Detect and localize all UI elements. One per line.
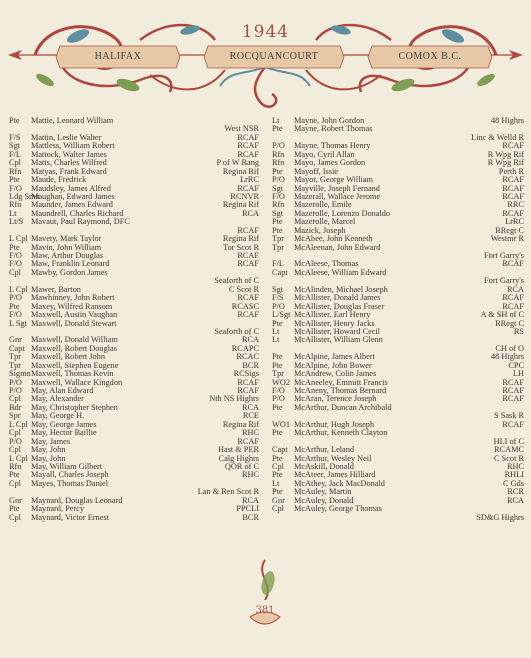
entry-name: McArthur, Hugh Joseph — [294, 419, 375, 429]
entry-unit: RCAF — [237, 183, 259, 193]
roll-entry — [272, 514, 524, 522]
entry-rank: Sgt — [272, 183, 284, 193]
entry-rank: P/O — [272, 394, 285, 404]
entry-rank: F/O — [272, 386, 285, 395]
entry-unit: RCAF — [502, 183, 524, 193]
entry-unit: RCAF — [237, 149, 259, 159]
entry-rank: Tpr — [9, 360, 21, 370]
roll-entry — [9, 514, 259, 522]
entry-unit: RCAF — [502, 377, 524, 387]
entry-name: Maudsley, James Alfred — [31, 183, 111, 193]
entry-name: Maundrell, Charles Richard — [31, 208, 124, 218]
entry-rank: Cpl — [9, 428, 21, 438]
entry-name: Maw, Arthur Douglas — [31, 251, 104, 260]
entry-name: Mawer, Barton — [31, 284, 81, 294]
entry-name: McAllister, Earl Henry — [294, 310, 371, 320]
entry-rank: P/O — [9, 386, 22, 395]
entry-unit: RCA — [506, 495, 524, 505]
entry-unit: RCA — [506, 284, 524, 294]
entry-rank: Pte — [9, 504, 20, 514]
entry-unit: RCASC — [231, 301, 259, 311]
entry-rank: Pte — [272, 166, 283, 176]
entry-name: McArthur, Duncan Archibald — [294, 402, 392, 412]
entry-rank: Pte — [272, 124, 283, 134]
entry-name: McAlpine, James Albert — [294, 352, 375, 362]
entry-unit: SD&G Highrs — [476, 512, 524, 522]
entry-name: McAleese, William Edward — [294, 267, 387, 277]
entry-name: Mavin, John William — [31, 242, 102, 252]
entry-name: May, Alan Edward — [31, 386, 94, 395]
entry-rank: Pte — [9, 116, 20, 125]
entry-name: Mayne, Thomas Henry — [294, 141, 371, 151]
entry-unit: RCAF — [502, 259, 524, 269]
entry-name: May, John — [31, 453, 66, 463]
entry-name: McArthur, Kenneth Clayton — [294, 428, 388, 438]
entry-rank: Rfn — [9, 461, 22, 471]
entry-name: McAuley, Donald — [294, 495, 354, 505]
entry-rank: Cpl — [272, 504, 284, 514]
entry-name: May, James — [31, 436, 71, 446]
entry-rank: F/S — [272, 293, 284, 303]
entry-rank: Pte — [272, 470, 283, 480]
entry-unit: Regina Rif — [222, 419, 259, 429]
entry-unit: RCAF — [502, 419, 524, 429]
entry-rank: Lt — [272, 335, 280, 345]
entry-rank: L Cpl — [9, 419, 28, 429]
entry-name: Maxwell, Stephen Eugene — [31, 360, 119, 370]
entry-unit: 48 Highrs — [491, 352, 524, 362]
entry-name: McAteer, James Hilliard — [294, 470, 376, 480]
entry-unit: RCAF — [237, 293, 259, 303]
entry-rank: Pte — [272, 225, 283, 235]
entry-name: Mazerolle, Lorenzo Donaldo — [294, 208, 391, 218]
entry-unit: RCAF — [502, 394, 524, 404]
entry-unit: PPCLI — [236, 504, 259, 514]
roll-entry — [9, 117, 259, 125]
entry-name: Maxey, Wilfred Ransom — [31, 301, 113, 311]
entry-rank: P/O — [272, 141, 285, 151]
entry-rank: F/S — [9, 132, 21, 142]
entry-name: Maughan, Edward James — [31, 191, 115, 201]
entry-rank: Pte — [9, 301, 20, 311]
entry-name: Maw, Franklin Leonard — [31, 259, 110, 269]
entry-name: May, Christopher Stephen — [31, 402, 118, 412]
entry-rank: Pte — [272, 217, 283, 227]
entry-name: McAuley, Martin — [294, 487, 352, 497]
entry-rank: Capt — [272, 445, 288, 455]
entry-rank: Rfn — [272, 158, 285, 168]
entry-name: Mazerall, Wallace Jerome — [294, 191, 381, 201]
entry-unit: RCE — [242, 411, 259, 421]
entry-rank: Ldg Smn — [9, 191, 40, 201]
entry-name: McAleenan, John Edward — [294, 242, 381, 252]
entry-unit: RCAF — [237, 259, 259, 269]
entry-unit: RCA — [241, 495, 259, 505]
entry-unit: CH of O — [495, 343, 524, 353]
entry-unit: RCAF — [502, 386, 524, 395]
entry-rank: Pte — [272, 453, 283, 463]
roll-entry — [272, 336, 524, 344]
entry-unit: Fort Garry's — [484, 276, 524, 286]
entry-unit: RCAC — [236, 352, 259, 362]
roll-entry — [9, 218, 259, 226]
entry-unit: West NSR — [224, 124, 259, 134]
entry-unit: LrRC — [240, 175, 259, 185]
entry-rank: P/O — [272, 175, 285, 185]
entry-name: Mavety, Mark Taylor — [31, 234, 102, 244]
entry-unit: RCA — [241, 208, 259, 218]
entry-name: Maxwell, Thomas Kevin — [31, 369, 114, 379]
entry-name: May, Alexander — [31, 394, 84, 404]
entry-rank: Capt — [9, 343, 25, 353]
entry-unit: LrRC — [505, 217, 524, 227]
entry-rank: Gnr — [9, 335, 22, 345]
left-name-column — [9, 117, 259, 522]
entry-name: Maxwell, Donald William — [31, 335, 118, 345]
entry-rank: Sgt — [272, 284, 284, 294]
entry-rank: L Cpl — [9, 234, 28, 244]
entry-unit: RRC — [507, 200, 524, 210]
right-name-column — [272, 117, 524, 522]
entry-name: McAllister, Donald James — [294, 293, 381, 303]
entry-unit: C Scot R — [494, 453, 524, 463]
entry-rank: F/O — [9, 310, 22, 320]
entry-unit: Linc & Welld R — [471, 132, 524, 142]
entry-name: Maxwell, Austin Vaughan — [31, 310, 118, 320]
entry-rank: Lt — [272, 478, 280, 488]
year-heading: 1944 — [241, 22, 290, 42]
entry-rank: Cpl — [9, 512, 21, 522]
entry-unit: RCAF — [237, 386, 259, 395]
entry-rank: P/O — [9, 436, 22, 446]
entry-name: McAneeley, Emmitt Francis — [294, 377, 388, 387]
entry-name: Mazerolle, Emile — [294, 200, 352, 210]
entry-unit: R Wpg Rif — [487, 158, 524, 168]
entry-rank: Pte — [9, 175, 20, 185]
entry-name: Mazick, Joseph — [294, 225, 346, 235]
entry-name: May, John — [31, 445, 66, 455]
entry-rank: Pte — [272, 318, 283, 328]
entry-name: May, George James — [31, 419, 97, 429]
entry-rank: L Cpl — [9, 284, 28, 294]
entry-unit: RCAF — [237, 141, 259, 151]
page-number-box — [247, 600, 283, 618]
entry-name: Maunder, James Edward — [31, 200, 113, 210]
entry-rank: Cpl — [9, 394, 21, 404]
entry-name: May, George H. — [31, 411, 85, 421]
entry-name: McAllister, William Glenn — [294, 335, 383, 345]
entry-rank: Pte — [9, 242, 20, 252]
entry-rank: Gnr — [9, 495, 22, 505]
entry-unit: C Gds — [503, 478, 524, 488]
entry-unit: Regina Rif — [222, 234, 259, 244]
entry-name: Mavaut, Paul Raymond, DFC — [31, 217, 130, 227]
entry-name: McAllister, Henry Jacks — [294, 318, 375, 328]
entry-name: Maxwell, Wallace Kingdon — [31, 377, 123, 387]
entry-name: Mayoff, Issie — [294, 166, 339, 176]
entry-unit: Regina Rif — [222, 200, 259, 210]
entry-rank: Rfn — [272, 200, 285, 210]
entry-rank: Rfn — [9, 166, 22, 176]
entry-unit: Seaforth of C — [214, 326, 259, 336]
entry-rank: F/O — [9, 259, 22, 269]
entry-rank: WO2 — [272, 377, 290, 387]
entry-unit: 48 Highrs — [491, 116, 524, 125]
entry-unit: RCR — [507, 487, 524, 497]
entry-rank: L Sgt — [9, 318, 27, 328]
entry-unit: S Sask R — [494, 411, 524, 421]
entry-rank: F/O — [272, 191, 285, 201]
entry-unit: RHC — [506, 461, 524, 471]
entry-unit: RCAF — [237, 132, 259, 142]
place-label-halifax: HALIFAX — [94, 51, 142, 62]
entry-rank: Cpl — [9, 445, 21, 455]
entry-unit: A & SH of C — [480, 310, 524, 320]
entry-unit: RCAF — [237, 225, 259, 235]
entry-name: McAllister, Howard Cecil — [294, 326, 381, 336]
entry-unit: Westmr R — [490, 234, 524, 244]
entry-unit: RRegt C — [495, 318, 524, 328]
entry-rank: Sgt — [9, 141, 21, 151]
entry-name: McArthur, Wesley Neil — [294, 453, 372, 463]
entry-unit: Nth NS Highrs — [209, 394, 259, 404]
entry-name: Mayo, Cyril Allan — [294, 149, 355, 159]
entry-rank: F/L — [9, 149, 21, 159]
entry-name: McAlpine, John Bower — [294, 360, 372, 370]
entry-rank: Lt — [9, 208, 17, 218]
entry-unit: RCAF — [502, 191, 524, 201]
entry-name: Mayor, George William — [294, 175, 373, 185]
entry-unit: RRegt C — [495, 225, 524, 235]
entry-name: Matts, Charles Wilfred — [31, 158, 107, 168]
entry-unit: CPC — [508, 360, 524, 370]
entry-rank: Spr — [9, 411, 21, 421]
entry-name: May, William Gilbert — [31, 461, 103, 471]
entry-rank: Pte — [272, 428, 283, 438]
entry-rank: F/O — [9, 251, 22, 260]
entry-name: Maynard, Victor Ernest — [31, 512, 109, 522]
entry-rank: P/O — [9, 377, 22, 387]
entry-name: Mazerolle, Marcel — [294, 217, 356, 227]
entry-unit: Perth R — [498, 166, 524, 176]
entry-name: McAneny, Thomas Bernard — [294, 386, 387, 395]
entry-unit: Calg Highrs — [218, 453, 259, 463]
entry-rank: Pte — [9, 470, 20, 480]
entry-rank: Bdr — [9, 402, 22, 412]
entry-rank: F/L — [272, 259, 284, 269]
entry-unit: Seaforth of C — [214, 276, 259, 286]
entry-name: Maxwell, Robert Douglas — [31, 343, 117, 353]
entry-name: McAuley, George Thomas — [294, 504, 382, 514]
entry-unit: RHC — [241, 428, 259, 438]
entry-unit: P of W Rang — [216, 158, 259, 168]
entry-name: Mayville, Joseph Fernand — [294, 183, 380, 193]
entry-rank: Pte — [272, 402, 283, 412]
entry-rank: Cpl — [9, 158, 21, 168]
entry-rank: Pte — [272, 487, 283, 497]
entry-name: Matyas, Frank Edward — [31, 166, 107, 176]
page-number: 381 — [255, 605, 275, 616]
entry-unit: LH — [512, 369, 524, 379]
entry-name: Mattie, Leonard William — [31, 116, 114, 125]
entry-rank: Cpl — [9, 267, 21, 277]
entry-name: Mawhinney, John Robert — [31, 293, 115, 303]
entry-name: Maxwell, Donald Stewart — [31, 318, 117, 328]
entry-rank: L/Sgt — [272, 310, 291, 320]
entry-rank: Lt — [272, 326, 280, 336]
entry-rank: Lt — [272, 116, 280, 125]
entry-unit: RCSigs — [233, 369, 259, 379]
entry-unit: RCAF — [502, 175, 524, 185]
entry-unit: RCAF — [502, 301, 524, 311]
entry-name: McArthur, Leland — [294, 445, 355, 455]
entry-rank: Rfn — [272, 149, 285, 159]
entry-rank: Lt/S — [9, 217, 24, 227]
page-footer-ornament — [240, 555, 290, 635]
entry-unit: RS — [513, 326, 524, 336]
entry-name: McAran, Terence Joseph — [294, 394, 377, 404]
entry-name: Mattin, Leslie Walter — [31, 132, 102, 142]
entry-rank: Tpr — [272, 234, 284, 244]
entry-unit: QOR of C — [224, 461, 259, 471]
entry-unit: C Scot R — [229, 284, 259, 294]
entry-name: Mayall, Charles Joseph — [31, 470, 109, 480]
entry-rank: Pte — [272, 352, 283, 362]
entry-rank: P/O — [9, 293, 22, 303]
roll-entry — [272, 404, 524, 412]
entry-rank: Rfn — [9, 200, 22, 210]
entry-name: McAllister, Douglas Fraser — [294, 301, 385, 311]
entry-unit: BCR — [242, 360, 259, 370]
entry-unit: RCAF — [502, 208, 524, 218]
entry-unit: Hast & PER — [217, 445, 259, 455]
entry-name: Mayes, Thomas Daniel — [31, 478, 109, 488]
entry-name: Mawby, Gordon James — [31, 267, 108, 277]
entry-rank: WO1 — [272, 419, 290, 429]
entry-name: Maude, Fredrick — [31, 175, 87, 185]
entry-name: McAlinden, Michael Joseph — [294, 284, 388, 294]
entry-rank: Gnr — [272, 495, 285, 505]
entry-unit: HLI of C — [493, 436, 524, 446]
entry-name: McAthey, Jack MacDonald — [294, 478, 385, 488]
entry-unit: RCAF — [237, 377, 259, 387]
entry-unit: RCAMC — [494, 445, 524, 455]
entry-name: Mattless, William Robert — [31, 141, 115, 151]
entry-rank: Capt — [272, 267, 288, 277]
entry-rank: P/O — [272, 301, 285, 311]
entry-rank: L Cpl — [9, 453, 28, 463]
entry-name: Mayne, Robert Thomas — [294, 124, 373, 134]
entry-unit: RCA — [241, 402, 259, 412]
entry-name: McAndrew, Colin James — [294, 369, 377, 379]
entry-name: Maxwell, Robert John — [31, 352, 105, 362]
entry-unit: Regina Rif — [222, 166, 259, 176]
entry-unit: RCAF — [502, 293, 524, 303]
entry-rank: Cpl — [272, 461, 284, 471]
entry-name: McAskill, Donald — [294, 461, 354, 471]
entry-unit: BCR — [242, 512, 259, 522]
entry-unit: RHC — [241, 470, 259, 480]
entry-name: May, Hector Baillie — [31, 428, 97, 438]
entry-unit: RCAF — [502, 141, 524, 151]
entry-name: McAleese, Thomas — [294, 259, 359, 269]
entry-rank: Sigmn — [9, 369, 31, 379]
entry-rank: Tpr — [272, 242, 284, 252]
entry-rank: Cpl — [9, 478, 21, 488]
entry-unit: RHLI — [504, 470, 524, 480]
place-label-rocquancourt: ROCQUANCOURT — [229, 51, 319, 62]
entry-name: McAbee, John Kenneth — [294, 234, 373, 244]
entry-unit: RCAF — [237, 436, 259, 446]
entry-name: Maynard, Percy — [31, 504, 84, 514]
entry-unit: Tor Scot R — [223, 242, 259, 252]
roll-entry — [272, 429, 524, 437]
entry-name: Mayo, James Gordon — [294, 158, 366, 168]
entry-unit: RCNVR — [230, 191, 259, 201]
entry-unit: Lan & Ren Scot R — [197, 487, 259, 497]
entry-unit: RCAPC — [231, 343, 259, 353]
entry-rank: Tpr — [272, 369, 284, 379]
entry-rank: Tpr — [9, 352, 21, 362]
entry-rank: F/O — [9, 183, 22, 193]
entry-unit: Fort Garry's — [484, 251, 524, 260]
entry-unit: R Wpg Rif — [487, 149, 524, 159]
entry-unit: RCAF — [237, 251, 259, 260]
entry-name: Mattock, Walter James — [31, 149, 107, 159]
entry-name: Maynard, Douglas Leonard — [31, 495, 123, 505]
entry-unit: RCA — [241, 335, 259, 345]
place-label-comox: COMOX B.C. — [398, 51, 462, 62]
entry-rank: Sgt — [272, 208, 284, 218]
entry-unit: RCAF — [237, 310, 259, 320]
entry-name: Mayne, John Gordon — [294, 116, 365, 125]
entry-rank: Pte — [272, 360, 283, 370]
